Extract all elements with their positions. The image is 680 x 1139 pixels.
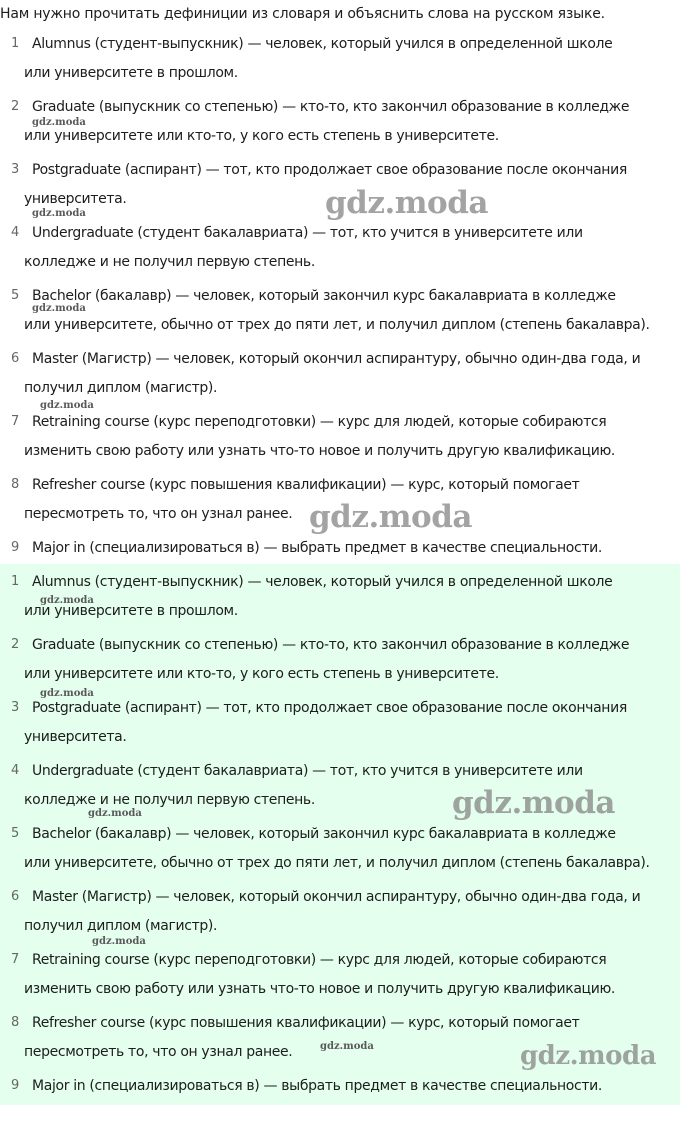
item-text-line1: Refresher course (курс повышения квалификации) — курс, который помогает bbox=[32, 1015, 580, 1031]
watermark-large: gdz.moda bbox=[309, 499, 472, 535]
item-text-line2: изменить свою работу или узнать что-то новое и получить другую квалификацию. bbox=[24, 981, 616, 997]
item-text-line1: Undergraduate (студент бакалавриата) — тот, кто учится в университете или bbox=[32, 763, 583, 779]
item-text-line1: Bachelor (бакалавр) — человек, который закончил курс бакалавриата в колледже bbox=[32, 826, 616, 842]
item-text-line1: Alumnus (студент-выпускник) — человек, который учился в определенной школе bbox=[32, 36, 613, 52]
list-item bbox=[0, 1072, 680, 1102]
item-text-line2: пересмотреть то, что он узнал ранее. bbox=[24, 506, 293, 522]
list-item bbox=[0, 534, 680, 564]
item-text-line2: или университете, обычно от трех до пяти лет, и получил диплом (степень бакалавра). bbox=[24, 855, 650, 871]
item-text-line2: или университете или кто-то, у кого есть степень в университете. bbox=[24, 666, 499, 682]
item-text-line1: Bachelor (бакалавр) — человек, который закончил курс бакалавриата в колледже bbox=[32, 288, 616, 304]
item-text-line2: или университете или кто-то, у кого есть степень в университете. bbox=[24, 128, 499, 144]
watermark-small: gdz.moda bbox=[320, 1041, 374, 1052]
item-number: 2 bbox=[11, 99, 20, 114]
watermark-large: gdz.moda bbox=[452, 785, 615, 821]
item-number: 4 bbox=[11, 763, 20, 778]
item-text-line1: Graduate (выпускник со степенью) — кто-то, кто закончил образование в колледже bbox=[32, 637, 630, 653]
item-number: 8 bbox=[11, 1015, 20, 1030]
item-number: 6 bbox=[11, 889, 20, 904]
item-number: 7 bbox=[11, 414, 20, 429]
item-number: 1 bbox=[11, 36, 20, 51]
item-number: 9 bbox=[11, 1078, 20, 1093]
item-text-line1: Postgraduate (аспирант) — тот, кто продолжает свое образование после окончания bbox=[32, 162, 627, 178]
item-number: 1 bbox=[11, 574, 20, 589]
item-text-line1: Alumnus (студент-выпускник) — человек, который учился в определенной школе bbox=[32, 574, 613, 590]
item-text-line2: университета. bbox=[24, 191, 127, 207]
list-item bbox=[0, 631, 680, 693]
watermark-small: gdz.moda bbox=[32, 117, 86, 128]
item-number: 8 bbox=[11, 477, 20, 492]
list-item bbox=[0, 946, 680, 1008]
item-text-line1: Major in (специализироваться в) — выбрать предмет в качестве специальности. bbox=[32, 1078, 603, 1094]
watermark-small: gdz.moda bbox=[40, 400, 94, 411]
watermark-small: gdz.moda bbox=[88, 808, 142, 819]
watermark-small: gdz.moda bbox=[40, 688, 94, 699]
answer-section-2 bbox=[0, 564, 680, 1105]
item-text-line2: университета. bbox=[24, 729, 127, 745]
list-item bbox=[0, 820, 680, 882]
item-number: 9 bbox=[11, 540, 20, 555]
item-text-line1: Master (Магистр) — человек, который окончил аспирантуру, обычно один-два года, и bbox=[32, 889, 641, 905]
item-text-line2: или университете, обычно от трех до пяти лет, и получил диплом (степень бакалавра). bbox=[24, 317, 650, 333]
item-text-line2: получил диплом (магистр). bbox=[24, 380, 218, 396]
item-number: 2 bbox=[11, 637, 20, 652]
item-text-line1: Major in (специализироваться в) — выбрать предмет в качестве специальности. bbox=[32, 540, 603, 556]
item-number: 4 bbox=[11, 225, 20, 240]
item-number: 6 bbox=[11, 351, 20, 366]
watermark-small: gdz.moda bbox=[32, 208, 86, 219]
watermark-large: gdz.moda bbox=[325, 185, 488, 221]
item-number: 7 bbox=[11, 952, 20, 967]
list-item bbox=[0, 93, 680, 155]
item-text-line2: или университете в прошлом. bbox=[24, 65, 238, 81]
watermark-small: gdz.moda bbox=[40, 595, 94, 606]
answer-section-1 bbox=[0, 30, 680, 564]
item-text-line1: Postgraduate (аспирант) — тот, кто продолжает свое образование после окончания bbox=[32, 700, 627, 716]
item-text-line1: Refresher course (курс повышения квалификации) — курс, который помогает bbox=[32, 477, 580, 493]
item-text-line2: или университете в прошлом. bbox=[24, 603, 238, 619]
item-number: 5 bbox=[11, 288, 20, 303]
item-text-line2: колледже и не получил первую степень. bbox=[24, 792, 315, 808]
list-item bbox=[0, 30, 680, 92]
item-text-line2: колледже и не получил первую степень. bbox=[24, 254, 315, 270]
item-text-line1: Retraining course (курс переподготовки) — курс для людей, которые собираются bbox=[32, 414, 607, 430]
item-number: 3 bbox=[11, 700, 20, 715]
item-number: 5 bbox=[11, 826, 20, 841]
item-text-line1: Undergraduate (студент бакалавриата) — тот, кто учится в университете или bbox=[32, 225, 583, 241]
list-item bbox=[0, 282, 680, 344]
item-text-line1: Master (Магистр) — человек, который окончил аспирантуру, обычно один-два года, и bbox=[32, 351, 641, 367]
intro-text: Нам нужно прочитать дефиниции из словаря и объяснить слова на русском языке. bbox=[0, 6, 605, 22]
item-number: 3 bbox=[11, 162, 20, 177]
item-text-line2: изменить свою работу или узнать что-то новое и получить другую квалификацию. bbox=[24, 443, 616, 459]
watermark-small: gdz.moda bbox=[32, 303, 86, 314]
item-text-line1: Retraining course (курс переподготовки) — курс для людей, которые собираются bbox=[32, 952, 607, 968]
list-item bbox=[0, 219, 680, 281]
list-item bbox=[0, 568, 680, 630]
item-text-line2: получил диплом (магистр). bbox=[24, 918, 218, 934]
list-item bbox=[0, 694, 680, 756]
list-item bbox=[0, 408, 680, 470]
list-item bbox=[0, 345, 680, 407]
watermark-small: gdz.moda bbox=[92, 936, 146, 947]
watermark-large: gdz.moda bbox=[520, 1041, 657, 1071]
item-text-line2: пересмотреть то, что он узнал ранее. bbox=[24, 1044, 293, 1060]
item-text-line1: Graduate (выпускник со степенью) — кто-то, кто закончил образование в колледже bbox=[32, 99, 630, 115]
